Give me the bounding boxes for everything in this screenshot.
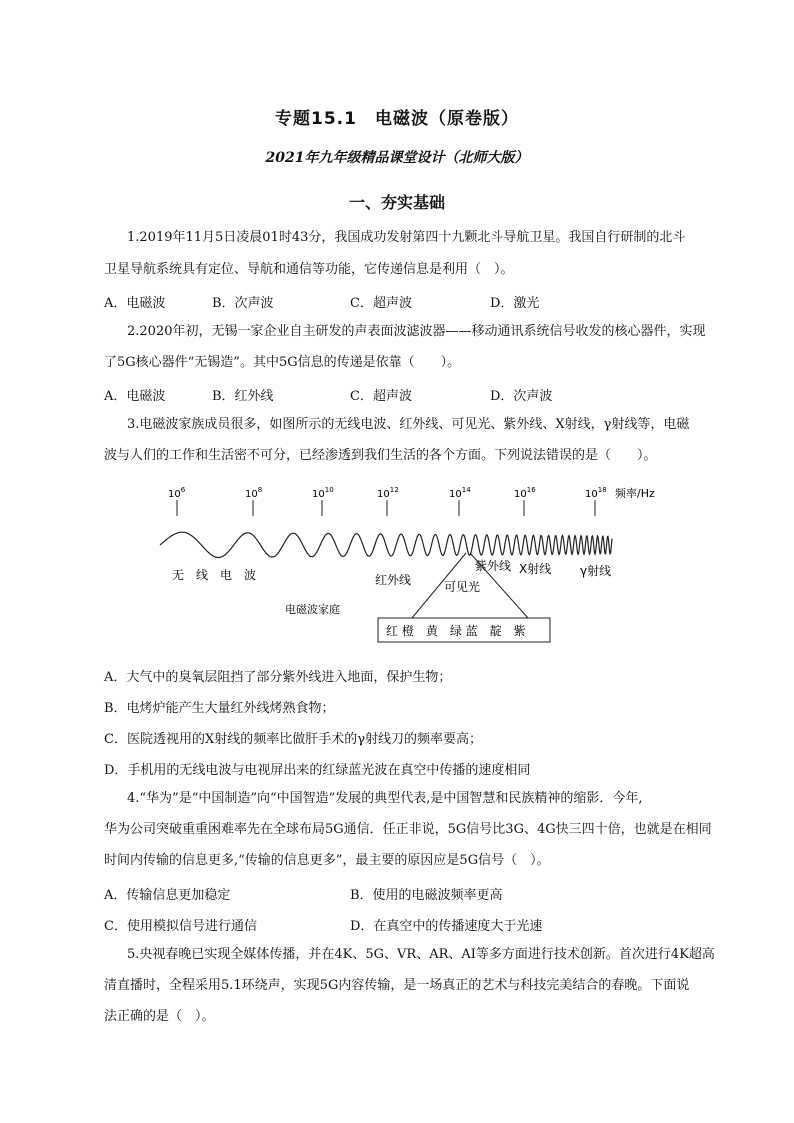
q2-line1: 2.2020年初，无锡一家企业自主研发的声表面波滤波器——移动通讯系统信号收发的核心器件，实现: [127, 324, 706, 339]
freq-label-1e12: $10^{12}$: [377, 486, 399, 500]
q2-option-a: A．电磁波: [104, 389, 166, 404]
radio-wave-label: 无 线 电 波: [172, 568, 257, 582]
em-wave-curve: [160, 532, 612, 557]
em-spectrum-diagram: [150, 478, 670, 648]
q2-option-c: C．超声波: [350, 389, 412, 404]
infrared-label: 红外线: [375, 573, 412, 587]
q5-line1: 5.央视春晚已实现全媒体传播，并在4K、5G、VR、AR、AI等多方面进行技术创新。首次进行4K超高: [127, 947, 715, 962]
freq-unit-label: 频率/Hz: [615, 487, 655, 500]
q3-option-d: D．手机用的无线电波与电视屏出来的红绿蓝光波在真空中传播的速度相同: [104, 763, 531, 778]
em-family-label: 电磁波家庭: [285, 603, 340, 616]
band-labels: [172, 558, 611, 616]
freq-label-1e8: $10^8$: [245, 486, 263, 500]
q4-option-b: B．使用的电磁波频率更高: [350, 888, 503, 903]
q1-option-c: C．超声波: [350, 296, 412, 311]
q4-option-c: C．使用模拟信号进行通信: [104, 919, 257, 934]
q2-option-d: D．次声波: [490, 389, 553, 404]
q5-line3: 法正确的是（ ）。: [104, 1009, 215, 1024]
q3-line1: 3.电磁波家族成员很多，如图所示的无线电波、红外线、可见光、紫外线、X射线，γ射线等，电磁: [127, 417, 690, 432]
visible-light-label: 可见光: [444, 580, 481, 594]
freq-label-1e14: $10^{14}$: [449, 486, 471, 500]
xray-label: X射线: [519, 562, 552, 576]
visible-colors-text: 红 橙 黄 绿 蓝 靛 紫: [386, 624, 526, 638]
freq-label-1e10: $10^{10}$: [312, 486, 334, 500]
section-heading: 一、夯实基础: [348, 193, 445, 212]
q4-line3: 时间内传输的信息更多,“传输的信息更多”，最主要的原因应是5G信号（ ）。: [104, 853, 550, 868]
gamma-ray-label: γ射线: [580, 564, 612, 578]
q4-option-a: A．传输信息更加稳定: [104, 888, 231, 903]
freq-label-1e6: $10^6$: [168, 486, 186, 500]
q3-option-b: B．电烤炉能产生大量红外线烤熟食物；: [104, 701, 335, 716]
q1-option-b: B．次声波: [212, 296, 274, 311]
q1-option-d: D．激光: [490, 296, 540, 311]
freq-label-1e16: $10^{16}$: [514, 486, 536, 500]
q1-line2: 卫星导航系统具有定位、导航和通信等功能，它传递信息是利用（ ）。: [104, 262, 514, 277]
q4-line2: 华为公司突破重重困难率先在全球布局5G通信．任正非说，5G信号比3G、4G快三四十倍，也就是在相同: [104, 822, 712, 837]
page-title: 专题15.1 电磁波（原卷版）: [275, 109, 519, 129]
q3-line2: 波与人们的工作和生活密不可分，已经渗透到我们生活的各个方面。下列说法错误的是（ ）。: [104, 448, 657, 463]
q4-line1: 4.“华为”是“中国制造”向“中国智造”发展的典型代表,是中国智慧和民族精神的缩影．今年,: [127, 791, 643, 806]
q1-option-a: A．电磁波: [104, 296, 166, 311]
page-subtitle: 2021年九年级精品课堂设计（北师大版）: [265, 150, 529, 166]
q2-line2: 了5G核心器件“无锡造”。其中5G信息的传递是依靠（ ）。: [104, 355, 461, 370]
q1-line1: 1.2019年11月5日凌晨01时43分，我国成功发射第四十九颗北斗导航卫星。我国自行研制的北斗: [127, 230, 686, 245]
freq-labels: [168, 486, 655, 500]
q3-option-c: C．医院透视用的X射线的频率比做肝手术的γ射线刀的频率要高；: [104, 732, 482, 747]
q5-line2: 清直播时，全程采用5.1环绕声，实现5G内容传输，是一场真正的艺术与科技完美结合的春晚。下面说: [104, 978, 690, 993]
q2-option-b: B．红外线: [212, 389, 274, 404]
freq-ticks: [177, 500, 595, 516]
freq-label-1e18: $10^{18}$: [585, 486, 607, 500]
q4-option-d: D．在真空中的传播速度大于光速: [350, 919, 543, 934]
q3-option-a: A．大气中的臭氧层阻挡了部分紫外线进入地面，保护生物；: [104, 670, 452, 685]
ultraviolet-label: 紫外线: [475, 559, 512, 573]
